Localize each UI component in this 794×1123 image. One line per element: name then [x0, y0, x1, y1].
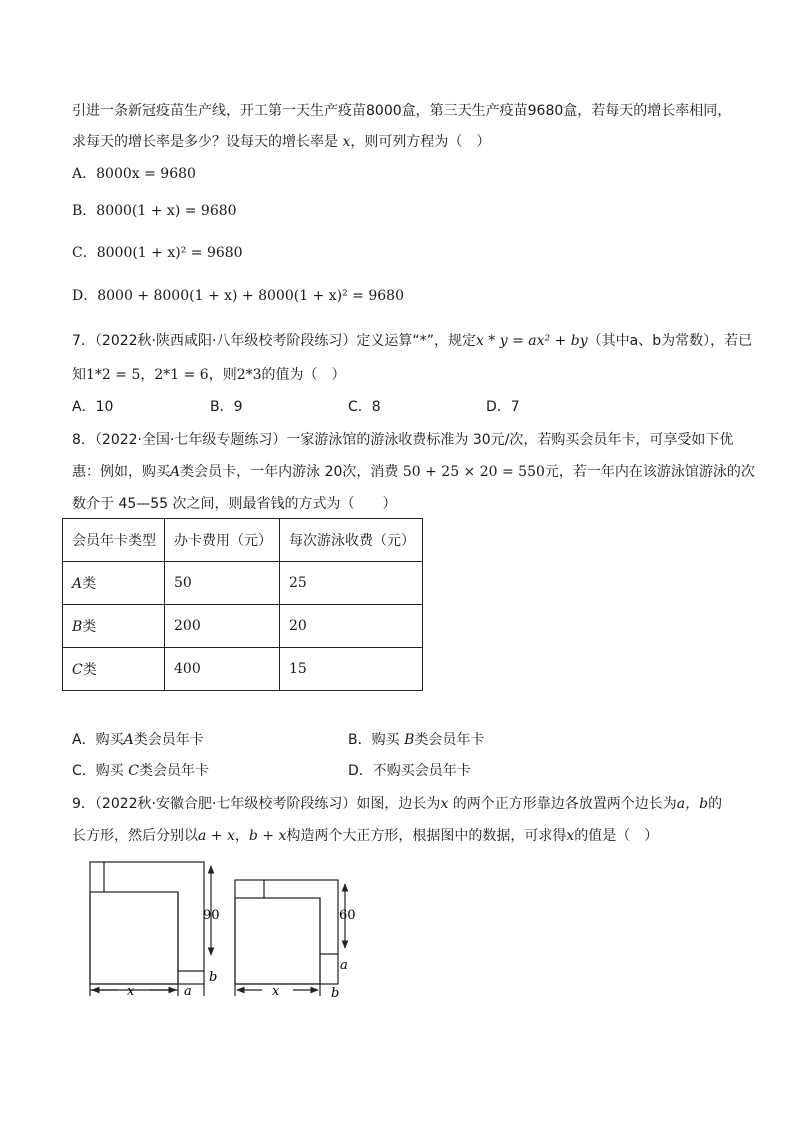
- q9-formula-1: a + x: [198, 828, 235, 844]
- option-label: A．: [72, 166, 97, 182]
- right-square-figure: [235, 880, 345, 996]
- option-value: 9: [233, 399, 243, 415]
- option-var: B: [404, 732, 415, 748]
- left-a-label: a: [184, 984, 192, 999]
- q8-line-2-start: 惠：例如，购买: [72, 464, 170, 480]
- option-label: C．: [348, 399, 372, 415]
- left-inner-square: [90, 892, 178, 984]
- right-height-label: 60: [339, 908, 356, 923]
- q9-line-2-start: 长方形，然后分别以: [72, 828, 198, 844]
- q7-line-1-text: 7．（2022秋·陕西咸阳·八年级校考阶段练习）定义运算“*”，规定: [72, 333, 476, 349]
- option-label: D．: [72, 288, 98, 304]
- table-cell-per: 25: [280, 562, 423, 605]
- option-expr: 8000(1 + x) = 9680: [96, 203, 237, 219]
- q7-given: 1*2 = 5，2*1 = 6: [86, 367, 209, 383]
- table-header: 办卡费用（元）: [165, 519, 280, 562]
- table-cell-fee: 400: [165, 648, 280, 691]
- option-label: C．购买: [72, 763, 124, 779]
- q7-line-2-end: 的值为（ ）: [261, 367, 346, 383]
- option-var: A: [123, 732, 134, 748]
- q7-line-1-end: （其中a、b为常数），若已: [587, 333, 753, 349]
- option-label: A．: [72, 399, 96, 415]
- option-expr: 8000x = 9680: [96, 166, 196, 182]
- q9-vars: a，b: [676, 796, 709, 812]
- option-expr: 8000(1 + x)² = 9680: [96, 245, 243, 261]
- q9-line-1-start: 9．（2022秋·安徽合肥·七年级校考阶段练习）如图，边长为: [72, 796, 441, 812]
- q8-line-2-end: 元，若一年内在该游泳馆游泳的次: [544, 464, 755, 480]
- table-cell-per: 15: [280, 648, 423, 691]
- option-suffix: 类会员年卡: [414, 732, 485, 748]
- q9-line-2-mid: 构造两个大正方形，根据图中的数据，可求得: [286, 828, 567, 844]
- option-value: 7: [510, 399, 520, 415]
- q6-variable: x: [342, 134, 351, 150]
- q7-target: 2*3: [236, 367, 262, 383]
- q8-variable: A: [170, 464, 181, 480]
- q9-variable-2: x: [566, 828, 575, 844]
- option-suffix: 类会员年卡: [133, 732, 204, 748]
- option-label: D．不购买会员年卡: [348, 763, 471, 779]
- option-label: D．: [486, 399, 511, 415]
- left-big-square: [90, 862, 204, 984]
- q6-line-2-end: ，则可列方程为（ ）: [350, 134, 491, 150]
- left-b-label: b: [209, 970, 218, 985]
- q9-separator: ，: [234, 828, 249, 844]
- q7-line-2-start: 知: [72, 367, 86, 383]
- q9-formula-2: b + x: [248, 828, 287, 844]
- right-b-label: b: [331, 986, 340, 1001]
- q8-line-1: 8．（2022·全国·七年级专题练习）一家游泳馆的游泳收费标准为 30元/次，若购买会员年卡，可享受如下优: [72, 432, 734, 448]
- type-var: C: [72, 662, 83, 678]
- q7-formula: x * y = ax² + by: [475, 333, 588, 349]
- q9-line-1-mid: 的两个正方形靠边各放置两个边长为: [452, 796, 677, 812]
- left-height-label: 90: [203, 908, 220, 923]
- type-var: A: [72, 576, 83, 592]
- option-value: 8: [371, 399, 381, 415]
- table-cell-per: 20: [280, 605, 423, 648]
- table-header: 每次游泳收费（元）: [280, 519, 423, 562]
- q8-line-2-mid: 类会员卡，一年内游泳 20次，消费: [180, 464, 399, 480]
- q6-line-2-text: 求每天的增长率是多少？设每天的增长率是: [72, 134, 338, 150]
- option-label: B．: [72, 203, 97, 219]
- q9-variable: x: [440, 796, 449, 812]
- q9-line-2-end: 的值是（ ）: [574, 828, 659, 844]
- left-x-label: x: [127, 984, 135, 999]
- option-label: B．购买: [348, 732, 400, 748]
- option-expr: 8000 + 8000(1 + x) + 8000(1 + x)² = 9680: [97, 288, 404, 304]
- type-var: B: [72, 619, 83, 635]
- option-label: A．购买: [72, 732, 124, 748]
- q8-line-3: 数介于 45—55 次之间，则最省钱的方式为（ ）: [72, 496, 397, 512]
- type-suffix: 类: [82, 662, 97, 678]
- option-value: 10: [95, 399, 114, 415]
- right-inner-square: [235, 898, 320, 984]
- table-header: 会员年卡类型: [63, 519, 165, 562]
- option-suffix: 类会员年卡: [138, 763, 209, 779]
- right-big-square: [235, 880, 338, 984]
- q6-line-1: 引进一条新冠疫苗生产线，开工第一天生产疫苗8000盒，第三天生产疫苗9680盒，若每天的增长率相同，: [72, 103, 732, 119]
- type-suffix: 类: [82, 576, 97, 592]
- left-square-figure: [90, 862, 211, 996]
- type-suffix: 类: [82, 619, 97, 635]
- q7-line-2-mid: ，则: [208, 367, 237, 383]
- right-x-label: x: [272, 984, 280, 999]
- table-cell-fee: 50: [165, 562, 280, 605]
- table-cell-fee: 200: [165, 605, 280, 648]
- option-label: C．: [72, 245, 97, 261]
- right-a-label: a: [340, 958, 348, 973]
- option-label: B．: [210, 399, 234, 415]
- q9-line-1-end: 的: [708, 796, 723, 812]
- option-var: C: [128, 763, 139, 779]
- q8-formula: 50 + 25 × 20 = 550: [402, 464, 545, 480]
